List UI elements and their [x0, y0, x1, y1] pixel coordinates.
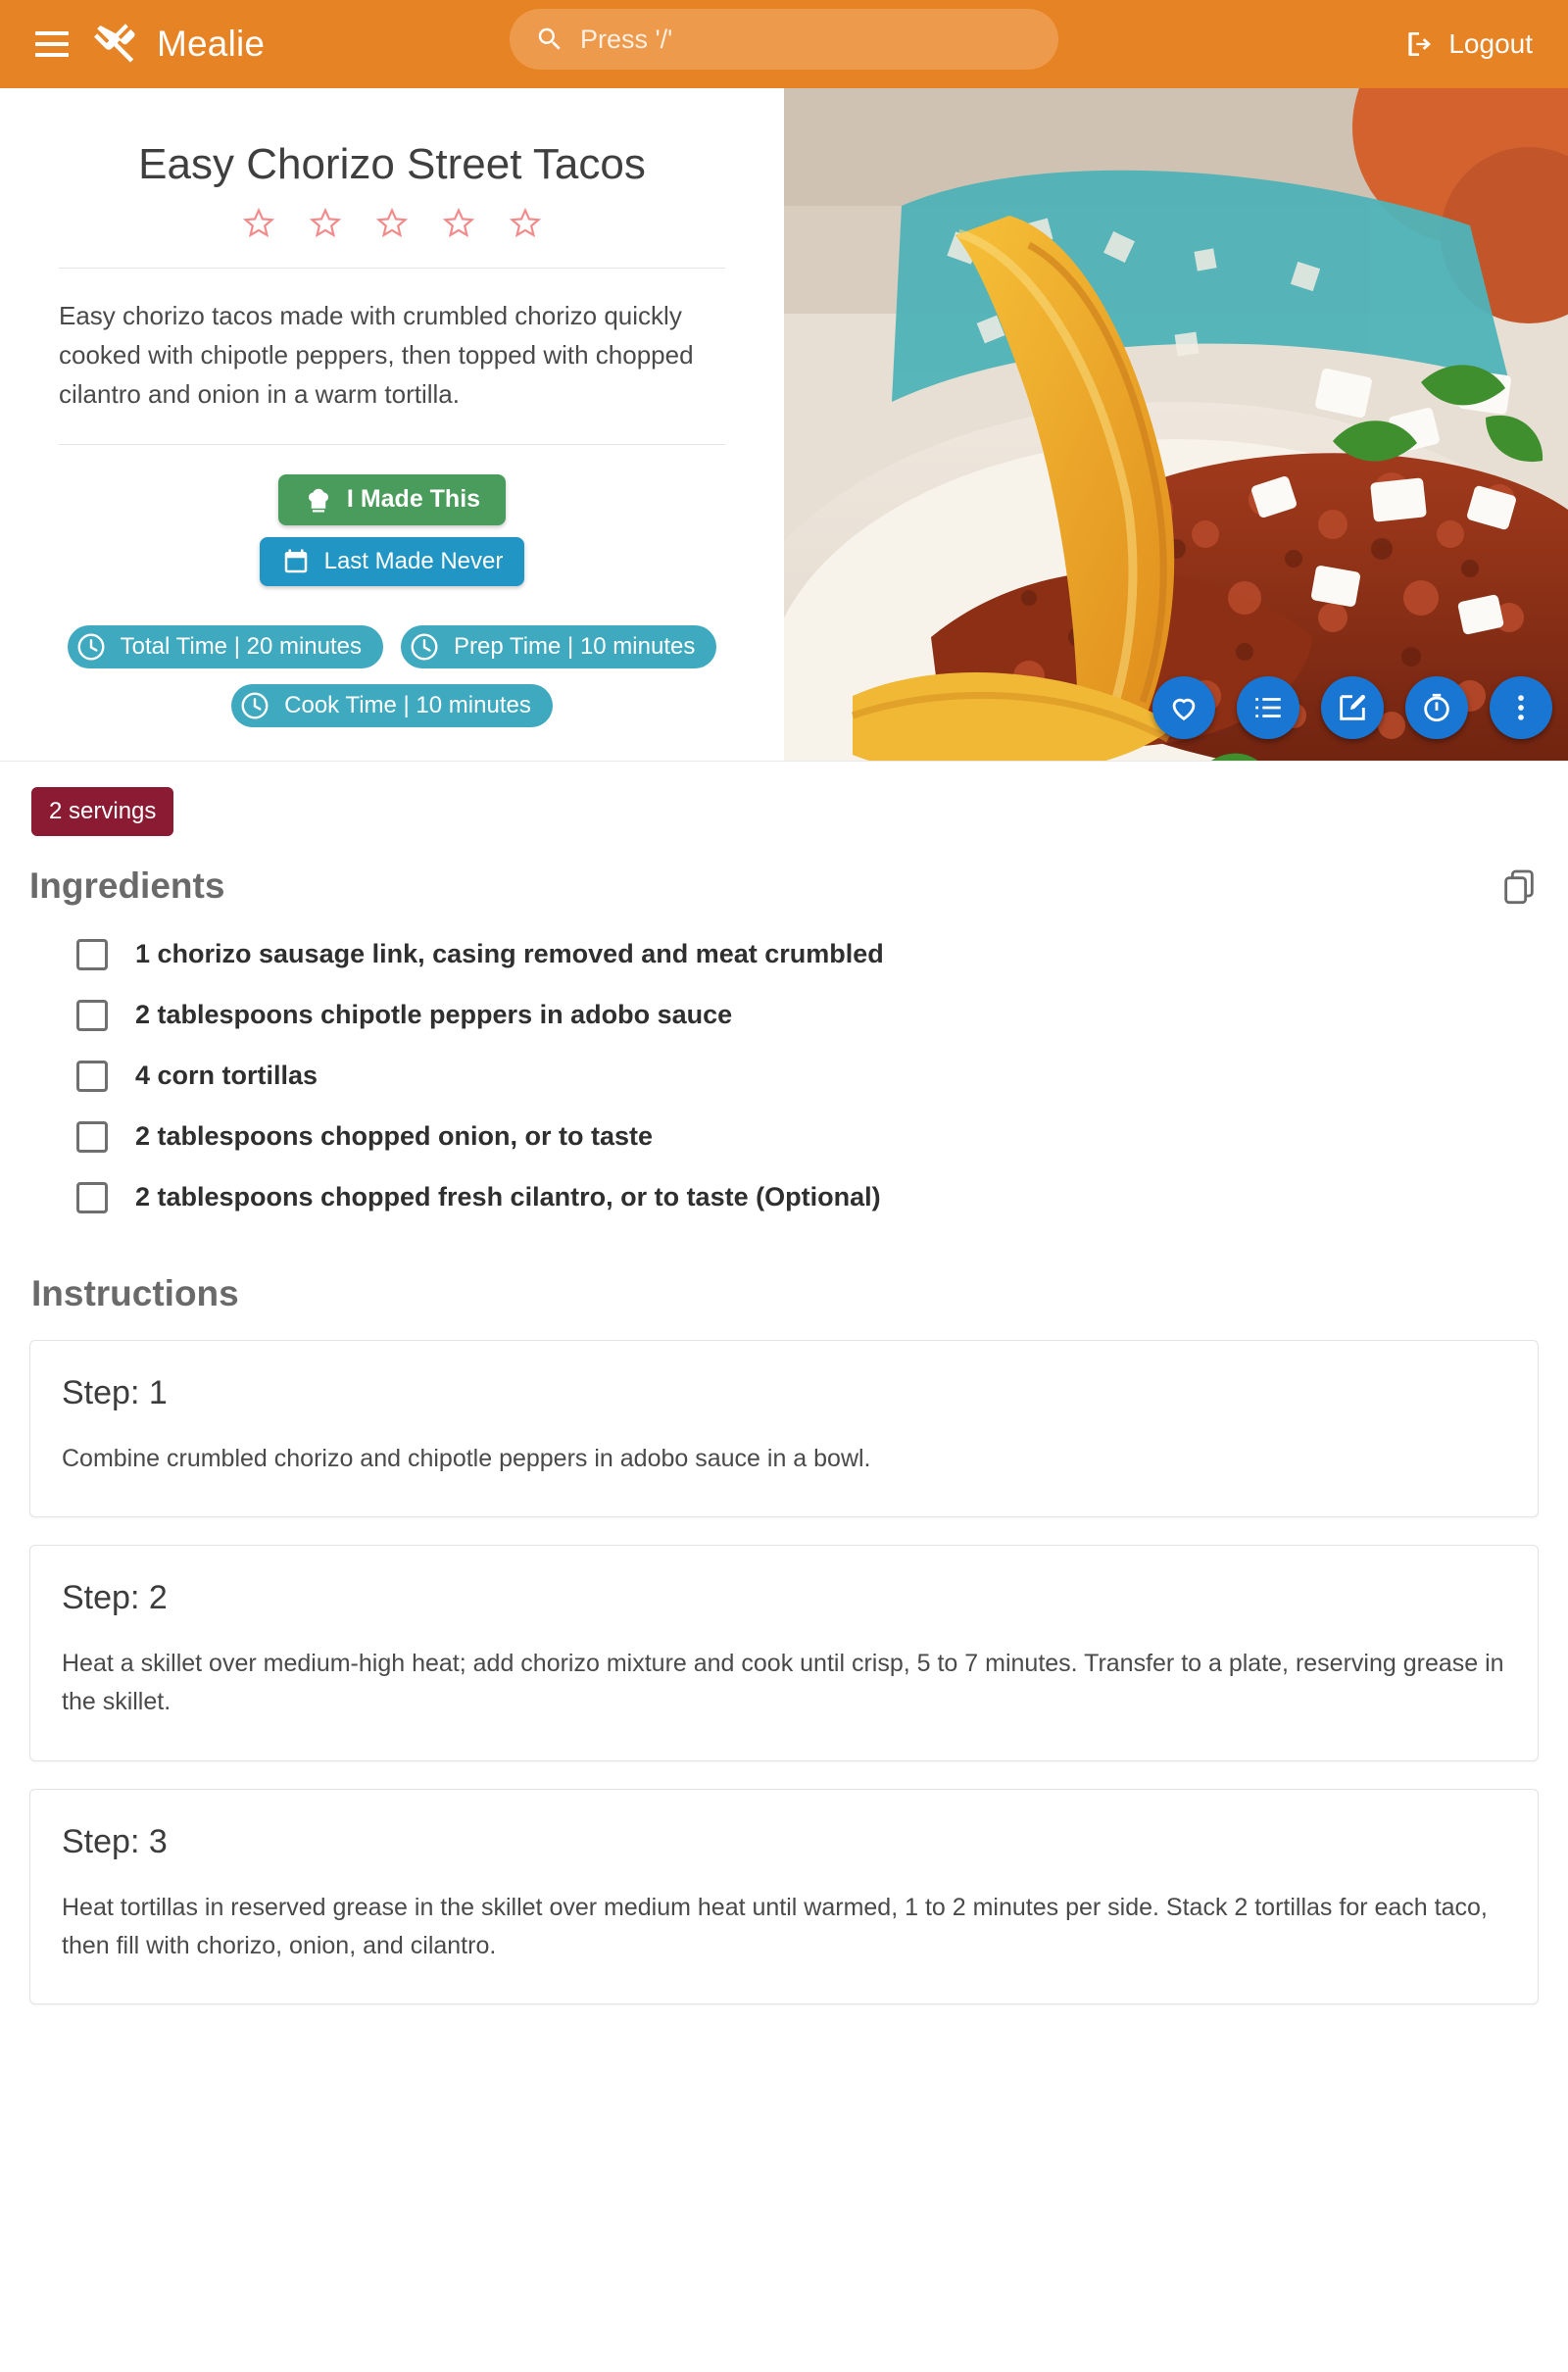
image-action-buttons: [1152, 676, 1552, 739]
search-input[interactable]: [510, 9, 1058, 70]
prep-time-label: Prep Time | 10 minutes: [454, 632, 696, 660]
recipe-image: [784, 88, 1568, 761]
checkbox-icon[interactable]: [76, 1061, 108, 1092]
cook-time-chip[interactable]: [231, 684, 553, 727]
chef-hat-icon: [304, 485, 333, 515]
recipe-content: [0, 762, 1568, 2072]
instruction-step[interactable]: [29, 1789, 1539, 2005]
total-time-label: Total Time | 20 minutes: [120, 632, 362, 660]
last-made-button[interactable]: [260, 537, 525, 586]
logout-button[interactable]: [1403, 28, 1543, 60]
clock-icon: [75, 631, 107, 663]
search-container: [510, 9, 1058, 70]
clock-icon: [409, 631, 440, 663]
app-bar: [0, 0, 1568, 88]
step-text: Heat a skillet over medium-high heat; add chorizo mixture and cook until crisp, 5 to 7 minutes. Transfer to a plate, reserving grease in the skillet.: [62, 1650, 1504, 1716]
ingredient-label: 2 tablespoons chopped fresh cilantro, or to taste (Optional): [135, 1182, 881, 1212]
edit-button[interactable]: [1321, 676, 1384, 739]
rating-stars[interactable]: [59, 205, 725, 242]
divider: [59, 444, 725, 445]
list-item[interactable]: [29, 985, 1539, 1046]
clock-icon: [239, 690, 270, 721]
step-text: Heat tortillas in reserved grease in the skillet over medium heat until warmed, 1 to 2 minutes per side. Stack 2 tortillas for each taco, then fill with chorizo, onion, and cilantro.: [62, 1893, 1488, 1959]
star-icon[interactable]: [507, 205, 544, 242]
recipe-hero: [0, 88, 1568, 762]
prep-time-chip[interactable]: [401, 625, 716, 668]
instruction-step[interactable]: [29, 1545, 1539, 1761]
list-item[interactable]: [29, 1107, 1539, 1167]
checkbox-icon[interactable]: [76, 1121, 108, 1153]
divider: [59, 268, 725, 269]
ingredient-label: 4 corn tortillas: [135, 1061, 318, 1091]
ingredients-title: Ingredients: [29, 865, 225, 906]
instruction-step[interactable]: [29, 1340, 1539, 1518]
timer-button[interactable]: [1405, 676, 1468, 739]
cook-time-label: Cook Time | 10 minutes: [284, 691, 531, 718]
recipe-photo: [784, 88, 1568, 761]
i-made-this-button[interactable]: [278, 474, 506, 525]
step-heading: Step: 3: [62, 1822, 168, 1860]
ingredient-label: 2 tablespoons chipotle peppers in adobo sauce: [135, 1000, 733, 1030]
checkbox-icon[interactable]: [76, 1000, 108, 1031]
star-icon[interactable]: [240, 205, 277, 242]
star-icon[interactable]: [373, 205, 411, 242]
list-item[interactable]: [29, 1046, 1539, 1107]
last-made-label: Last Made Never: [323, 547, 504, 574]
step-heading: Step: 1: [62, 1373, 168, 1411]
search-icon: [535, 25, 564, 54]
i-made-this-label: I Made This: [346, 485, 481, 514]
fork-knife-icon: [92, 21, 139, 68]
step-text: Combine crumbled chorizo and chipotle peppers in adobo sauce in a bowl.: [62, 1444, 871, 1472]
recipe-summary: [0, 88, 784, 761]
recipe-description: Easy chorizo tacos made with crumbled chorizo quickly cooked with chipotle peppers, then topped with chopped cilantro and onion in a warm tortilla.: [59, 300, 694, 410]
checkbox-icon[interactable]: [76, 939, 108, 970]
more-actions-button[interactable]: [1490, 676, 1552, 739]
checkbox-icon[interactable]: [76, 1182, 108, 1213]
ingredient-label: 1 chorizo sausage link, casing removed and meat crumbled: [135, 939, 884, 969]
ingredients-header: [29, 865, 1539, 907]
time-chips: [59, 625, 725, 727]
ingredient-list: [29, 924, 1539, 1228]
page-title: Easy Chorizo Street Tacos: [138, 140, 646, 188]
brand-title: Mealie: [157, 24, 266, 64]
list-item[interactable]: [29, 1167, 1539, 1228]
calendar-icon: [281, 547, 311, 576]
brand[interactable]: [92, 21, 265, 68]
hamburger-icon[interactable]: [25, 18, 78, 71]
ingredient-label: 2 tablespoons chopped onion, or to taste: [135, 1121, 654, 1152]
instructions-title: Instructions: [31, 1272, 239, 1313]
servings-badge[interactable]: 2 servings: [31, 787, 173, 836]
total-time-chip[interactable]: [68, 625, 383, 668]
logout-label: Logout: [1448, 28, 1533, 59]
logout-icon: [1403, 28, 1435, 60]
search-placeholder: Press '/': [580, 24, 673, 54]
step-heading: Step: 2: [62, 1579, 168, 1617]
favorite-button[interactable]: [1152, 676, 1215, 739]
list-item[interactable]: [29, 924, 1539, 985]
star-icon[interactable]: [440, 205, 477, 242]
copy-icon[interactable]: [1499, 866, 1539, 906]
made-actions: [59, 474, 725, 586]
star-icon[interactable]: [307, 205, 344, 242]
shopping-list-button[interactable]: [1237, 676, 1299, 739]
